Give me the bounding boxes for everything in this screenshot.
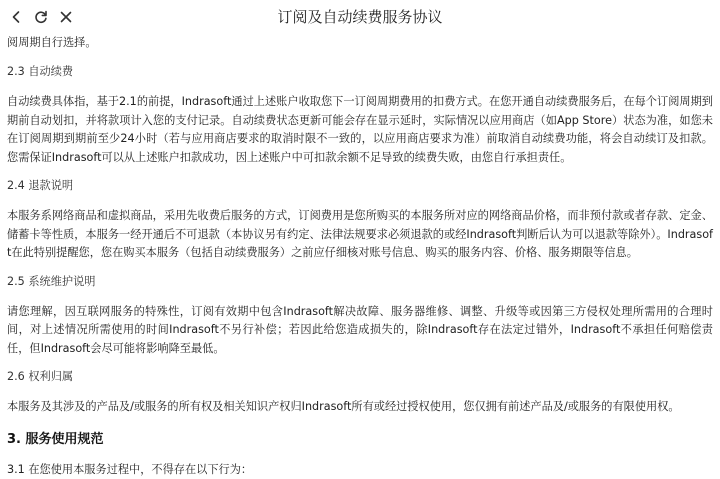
section-3-1-text: 3.1 在您使用本服务过程中，不得存在以下行为：: [7, 461, 713, 479]
section-2-6-text: 本服务及其涉及的产品及/或服务的所有权及相关知识产权归Indrasoft所有或经过授权使用，您仅拥有前述产品及/或服务的有限使用权。: [7, 398, 713, 417]
close-icon: [58, 9, 74, 25]
top-bar: [0, 0, 720, 34]
back-button[interactable]: [5, 6, 27, 28]
page-title: 订阅及自动续费服务协议: [0, 6, 720, 28]
section-2-6-title: 2.6 权利归属: [7, 368, 713, 387]
section-3-heading: 3. 服务使用规范: [7, 430, 713, 450]
agreement-body: [7, 34, 713, 479]
section-2-5-text: 请您理解，因互联网服务的特殊性，订阅有效期中包含Indrasoft解决故障、服务器维修、调整、升级等或因第三方侵权处理所需用的合理时间，对上述情况所需使用的时间Indrasoft不另行补偿；若因此给您造成损失的，除Indrasoft存在法定过错外，Indrasoft不承担任何赔偿责任，但Indrasoft会尽可能将影响降至最低。: [7, 303, 713, 359]
section-2-4-text: 本服务系网络商品和虚拟商品，采用先收费后服务的方式，订阅费用是您所购买的本服务所对应的网络商品价格，而非预付款或者存款、定金、储蓄卡等性质，本服务一经开通后不可退款（本协议另有约定、法律法规要求必须退款的或经Indrasoft判断后认为可以退款等除外）。Indrasoft在此特别提醒您，您在购买本服务（包括自动续费服务）之前应仔细核对账号信息、购买的服务内容、价格、服务期限等信息。: [7, 207, 713, 263]
reload-icon: [33, 9, 49, 25]
section-2-3-text: 自动续费具体指，基于2.1的前提，Indrasoft通过上述账户收取您下一订阅周期费用的扣费方式。在您开通自动续费服务后，在每个订阅周期到期前自动划扣，并将款项计入您的支付记录。自动续费状态更新可能会存在显示延时，实际情况以应用商店（如App Store）状态为准，如您未在订阅周期到期前至少24小时（若与应用商店要求的取消时限不一致的，以应用商店要求为准）前取消自动续费功能，将会自动续订及扣款。您需保证Indrasoft可以从上述账户扣款成功，因上述账户中可扣款余额不足导致的续费失败，由您自行承担责任。: [7, 93, 713, 167]
chevron-left-icon: [8, 9, 24, 25]
section-2-3-title: 2.3 自动续费: [7, 63, 713, 82]
reload-button[interactable]: [30, 6, 52, 28]
section-2-4-title: 2.4 退款说明: [7, 177, 713, 196]
previous-paragraph-fragment: 阅周期自行选择。: [7, 34, 713, 53]
section-2-5-title: 2.5 系统维护说明: [7, 273, 713, 292]
close-button[interactable]: [55, 6, 77, 28]
